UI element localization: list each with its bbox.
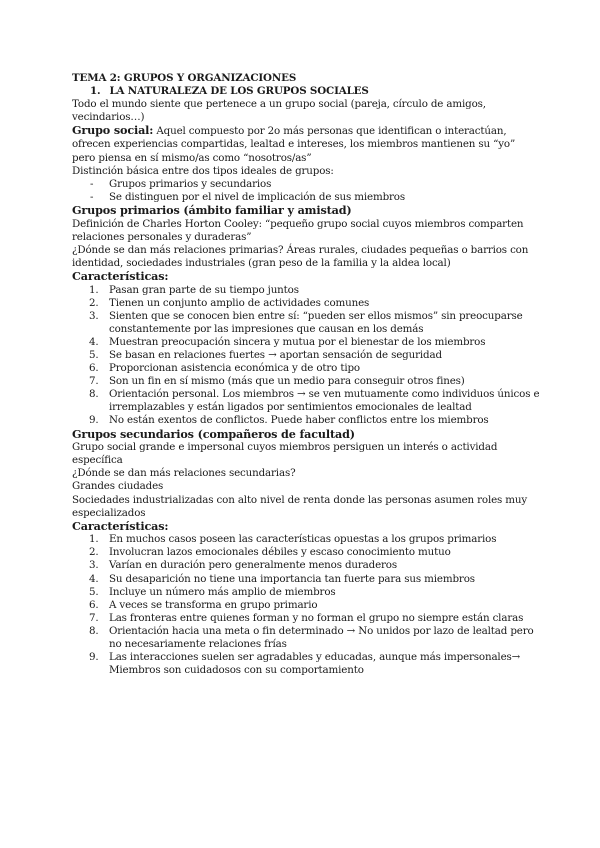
secundarios-grandes: Grandes ciudades: [72, 480, 164, 493]
list-item: 6. Proporcionan asistencia económica y de otro tipo: [89, 362, 360, 375]
list-item: 7. Las fronteras entre quienes forman y no forman el grupo no siempre están claras: [89, 611, 524, 624]
intro-paragraph: Todo el mundo siente que pertenece a un grupo social (pareja, círculo de amigos, vecindarios…): [72, 98, 486, 124]
list-item: 3. Varían en duración pero generalmente menos duraderos: [89, 559, 397, 572]
primarios-caracteristicas-list: [72, 284, 540, 428]
distincion-list: [72, 178, 540, 204]
grupo-social-label: Grupo social:: [72, 123, 154, 138]
list-item: 2. Tienen un conjunto amplio de actividades comunes: [89, 296, 370, 309]
section-number: 1.: [90, 85, 101, 98]
list-item: 4. Su desaparición no tiene una importancia tan fuerte para sus miembros: [89, 572, 475, 585]
list-item: 9. Las interacciones suelen ser agradables y educadas, aunque más impersonales→ Miembros son cuidadosos con su comportamiento: [89, 651, 521, 677]
secundarios-caracteristicas-list: [72, 533, 540, 677]
grupo-social-paragraph: [72, 124, 540, 164]
list-item: 7. Son un fin en sí mismo (más que un medio para conseguir otros fines): [89, 375, 465, 388]
primarios-definition: Definición de Charles Horton Cooley: “pequeño grupo social cuyos miembros comparten relaciones personales y duraderas”: [72, 217, 524, 243]
primarios-heading: Grupos primarios (ámbito familiar y amistad): [72, 202, 352, 217]
section-heading-text: LA NATURALEZA DE LOS GRUPOS SOCIALES: [109, 85, 369, 98]
list-item: 9. No están exentos de conflictos. Puede haber conflictos entre los miembros: [89, 414, 489, 427]
secundarios-heading: Grupos secundarios (compañeros de facultad): [72, 426, 355, 441]
secundarios-sociedades: Sociedades industrializadas con alto nivel de renta donde las personas asumen roles muy especializados: [72, 493, 528, 519]
primarios-donde: ¿Dónde se dan más relaciones primarias? Áreas rurales, ciudades pequeñas o barrios con identidad, sociedades industriales (gran peso de la familia y la aldea local): [72, 243, 529, 269]
list-item: 1. Pasan gran parte de su tiempo juntos: [89, 283, 299, 296]
section-heading-1: [72, 85, 540, 98]
list-item: - Grupos primarios y secundarios: [90, 178, 540, 191]
secundarios-definition: Grupo social grande e impersonal cuyos miembros persiguen un interés o actividad específica: [72, 441, 498, 467]
primarios-caracteristicas-heading: Características:: [72, 268, 169, 283]
list-item: - Se distinguen por el nivel de implicación de sus miembros: [90, 191, 540, 204]
secundarios-donde: ¿Dónde se dan más relaciones secundarias?: [72, 467, 296, 480]
list-item: 3. Sienten que se conocen bien entre sí: “pueden ser ellos mismos” sin preocuparse constantemente por las impresiones que causan en los demás: [89, 309, 523, 335]
list-item: 1. En muchos casos poseen las características opuestas a los grupos primarios: [89, 533, 497, 546]
list-item: 8. Orientación personal. Los miembros → se ven mutuamente como individuos únicos e irremplazables y están ligados por sentimientos emocionales de lealtad: [89, 388, 540, 414]
distincion-paragraph: Distinción básica entre dos tipos ideales de grupos:: [72, 164, 334, 177]
secundarios-caracteristicas-heading: Características:: [72, 518, 169, 533]
list-item: 2. Involucran lazos emocionales débiles y escaso conocimiento mutuo: [89, 546, 451, 559]
list-item: 5. Se basan en relaciones fuertes → aportan sensación de seguridad: [89, 348, 442, 361]
list-item: 5. Incluye un número más amplio de miembros: [89, 585, 336, 598]
document-title: TEMA 2: GRUPOS Y ORGANIZACIONES: [72, 72, 297, 84]
list-item: 8. Orientación hacia una meta o fin determinado → No unidos por lazo de lealtad pero no necesariamente relaciones frías: [89, 624, 534, 651]
list-item: 4. Muestran preocupación sincera y mutua por el bienestar de los miembros: [89, 335, 486, 348]
grupo-social-text: Aquel compuesto por 2o más personas que identifican o interactúan, ofrecen experiencias compartidas, lealtad e intereses, los miembros mantienen su “yo” pero piensa en sí mismo/as como “nosotros/as”: [72, 125, 516, 164]
list-item: 6. A veces se transforma en grupo primario: [89, 598, 318, 611]
